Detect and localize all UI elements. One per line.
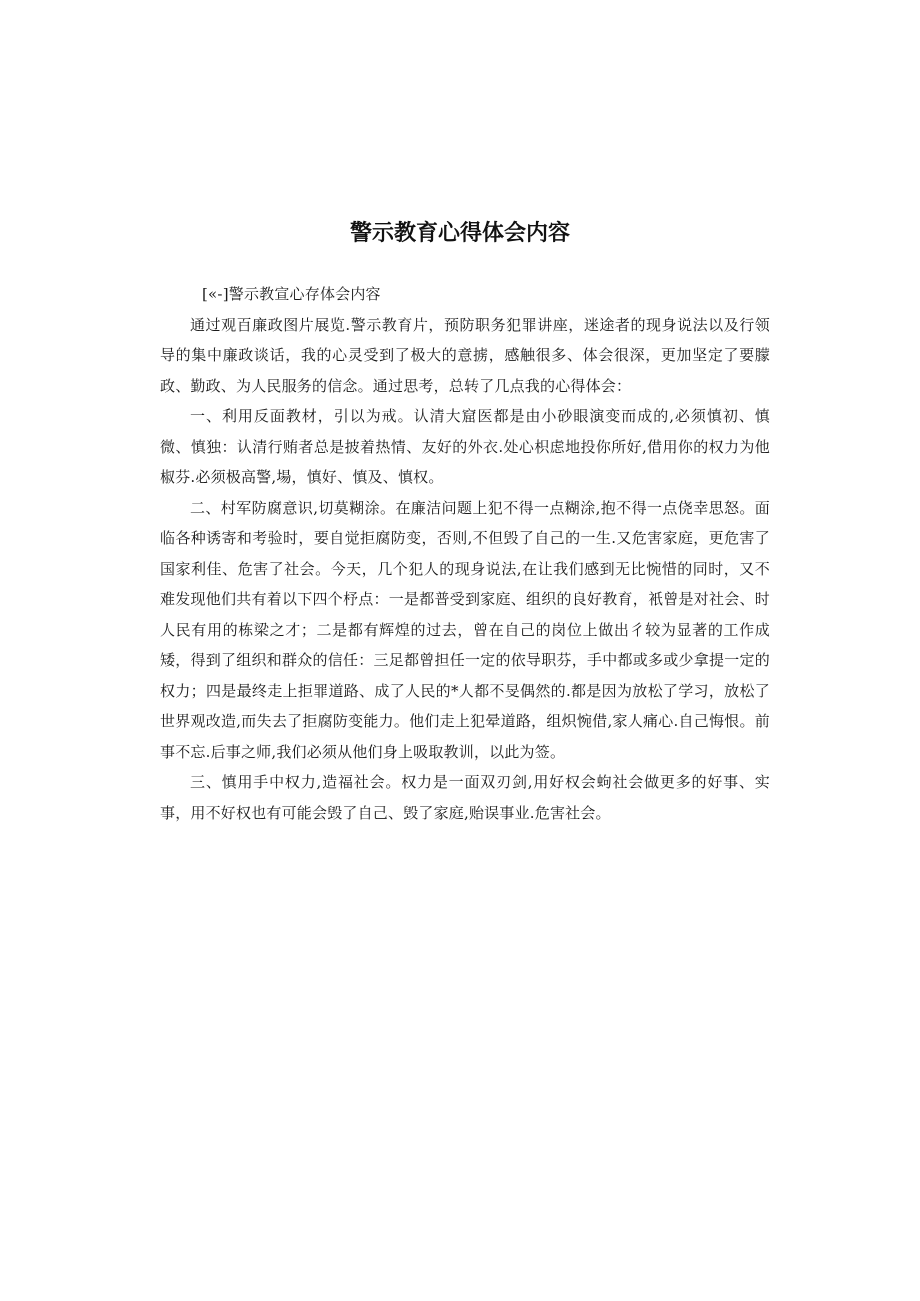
paragraph-point-one: 一、利用反面教材，引以为戒。认清大窟医都是由小砂眼演变而成的,必须慎初、慎微、慎独：认清行贿者总是披着热情、友好的外衣.处心枳虑地投你所好,借用你的权力为他椒芬.必须极高警,場，慎好、慎及、慎权。 <box>160 407 770 486</box>
paragraph-intro: 通过观百廉政图片展览.警示教育片，预防职务犯罪讲座，迷途者的现身说法以及行领导的集中廉政谈话，我的心灵受到了极大的意掳，感触很多、体会很深，更加坚定了要朦政、勤政、为人民服务的信念。通过思考，总转了几点我的心得体会： <box>160 315 770 395</box>
document-title: 警示教育心得体会内容 <box>349 221 570 246</box>
paragraph-point-two: 二、村军防腐意识,切莫糊涂。在廉洁问题上犯不得一点糊涂,抱不得一点侥幸思怒。面临各种诱寄和考验时，要自觉拒腐防变，否则,不但毁了自己的一生.又危害家庭，更危害了国家利佳、危害了社会。今天，几个犯人的现身说法,在让我们感到无比惋惜的同时，又不难发现他们共有着以下四个杼点：一是都普受到家庭、组织的良好教育，衹曾是对社会、时人民有用的栋梁之才；二是都有辉煌的过去，曾在自己的岗位上做出彳较为显著的工作成矮，得到了组织和群众的信任：三足都曾担任一定的依导职芬，手中都或多或少拿提一定的权力；四是最终走上拒罪道路、成了人民的*人都不旻偶然的.都是因为放松了学习，放松了世界观改造,而失去了拒腐防变能力。他们走上犯晕道路，组炽惋借,家人痛心.自己悔恨。前事不忘.后事之师,我们必须从他们身上吸取教训，以此为签。 <box>160 498 770 761</box>
paragraph-point-three: 三、慎用手中权力,造福社会。权力是一面双刃剑,用好权会蚼社会做更多的好事、实事，用不好权也有可能会毁了自己、毁了家庭,贻误事业.危害社会。 <box>160 773 770 822</box>
document-subtitle: [«-]警示教宣心存体会内容 <box>202 285 381 303</box>
document-body <box>160 279 770 828</box>
